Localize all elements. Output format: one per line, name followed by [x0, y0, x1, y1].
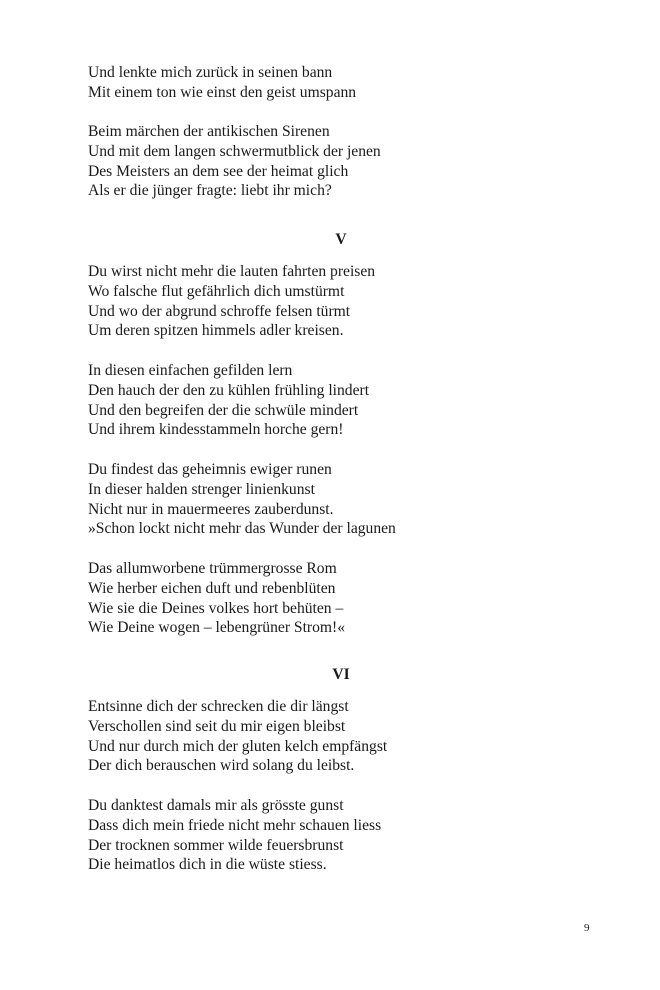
verse-line: Und mit dem langen schwermutblick der jenen [88, 142, 381, 160]
verse-line: Mit einem ton wie einst den geist umspann [88, 83, 357, 101]
stanza [88, 697, 387, 776]
stanza [88, 559, 345, 638]
stanza [88, 361, 369, 440]
stanza [88, 262, 375, 341]
verse-line: Wie sie die Deines volkes hort behüten – [88, 599, 344, 617]
verse-line: Und ihrem kindesstammeln horche gern! [88, 421, 344, 439]
verse-line: Um deren spitzen himmels adler kreisen. [88, 322, 344, 340]
verse-line: Wie herber eichen duft und rebenblüten [88, 579, 336, 597]
stanza [88, 460, 396, 539]
section-heading: VI [332, 666, 350, 683]
verse-line: Und lenkte mich zurück in seinen bann [88, 64, 333, 81]
verse-line: Den hauch der den zu kühlen frühling lindert [88, 381, 370, 399]
verse-line: Der dich berauschen wird solang du leibst. [88, 757, 355, 775]
verse-line: Die heimatlos dich in die wüste stiess. [88, 856, 327, 874]
verse-line: Dass dich mein friede nicht mehr schauen liess [88, 816, 382, 834]
verse-line: Wo falsche flut gefährlich dich umstürmt [88, 282, 345, 300]
verse-line: In dieser halden strenger linienkunst [88, 480, 315, 498]
verse-line: In diesen einfachen gefilden lern [88, 362, 293, 379]
verse-line: Als er die jünger fragte: liebt ihr mich? [88, 182, 332, 200]
verse-line: »Schon lockt nicht mehr das Wunder der lagunen [88, 520, 396, 538]
verse-line: Und wo der abgrund schroffe felsen türmt [88, 302, 351, 320]
verse-line: Wie Deine wogen – lebengrüner Strom!« [88, 619, 346, 637]
verse-line: Und nur durch mich der gluten kelch empfängst [88, 737, 388, 755]
verse-line: Der trocknen sommer wilde feuersbrunst [88, 836, 344, 854]
verse-line: Verschollen sind seit du mir eigen bleibst [88, 717, 346, 735]
verse-line: Des Meisters an dem see der heimat glich [88, 162, 349, 180]
section-heading: V [335, 231, 347, 248]
page-number: 9 [584, 922, 590, 934]
verse-line: Du danktest damals mir als grösste gunst [88, 797, 344, 814]
verse-line: Du findest das geheimnis ewiger runen [88, 461, 332, 478]
verse-line: Und den begreifen der die schwüle mindert [88, 401, 359, 419]
stanza [88, 63, 356, 103]
verse-line: Entsinne dich der schrecken die dir längst [88, 698, 349, 715]
verse-line: Nicht nur in mauermeeres zauberdunst. [88, 500, 334, 518]
stanza [88, 122, 381, 201]
verse-line: Beim märchen der antikischen Sirenen [88, 123, 330, 140]
verse-line: Du wirst nicht mehr die lauten fahrten preisen [88, 263, 376, 280]
stanza [88, 796, 381, 875]
verse-line: Das allumworbene trümmergrosse Rom [88, 560, 337, 577]
